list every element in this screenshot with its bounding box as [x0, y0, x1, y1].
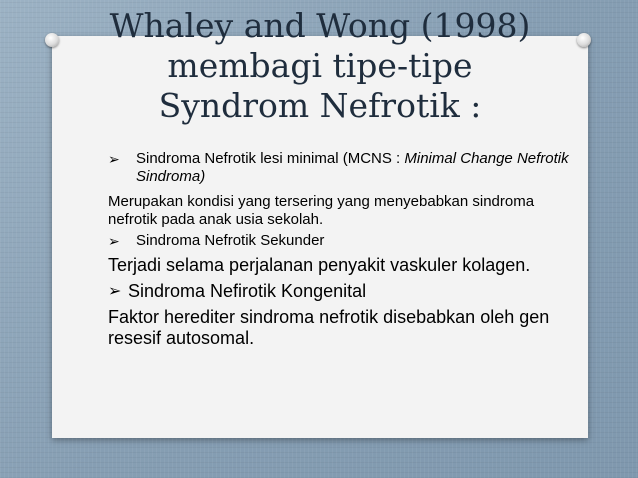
- bullet-text: Sindroma Nefirotik Kongenital: [128, 281, 367, 301]
- slide-title: Whaley and Wong (1998) membagi tipe-tipe Syndrom Nefrotik :: [109, 6, 531, 125]
- bullet-item: [108, 281, 578, 302]
- arrow-bullet-icon: ➢: [108, 233, 120, 249]
- slide-body: [108, 150, 578, 349]
- paragraph: Merupakan kondisi yang tersering yang menyebabkan sindroma nefrotik pada anak usia sekolah.: [108, 193, 535, 228]
- pushpin-icon: [45, 33, 59, 47]
- paragraph: Faktor herediter sindroma nefrotik disebabkan oleh gen resesif autosomal.: [108, 307, 550, 348]
- bullet-text: Sindroma Nefrotik Sekunder: [136, 232, 325, 249]
- paragraph: Terjadi selama perjalanan penyakit vaskuler kolagen.: [108, 255, 531, 275]
- bullet-item: [108, 150, 578, 186]
- pushpin-icon: [577, 33, 591, 47]
- bullet-text: Sindroma Nefrotik lesi minimal (MCNS : Minimal Change Nefrotik Sindroma): [136, 150, 569, 185]
- arrow-bullet-icon: ➢: [108, 151, 120, 167]
- arrow-bullet-icon: ➢: [108, 283, 122, 300]
- bullet-item: [108, 232, 578, 250]
